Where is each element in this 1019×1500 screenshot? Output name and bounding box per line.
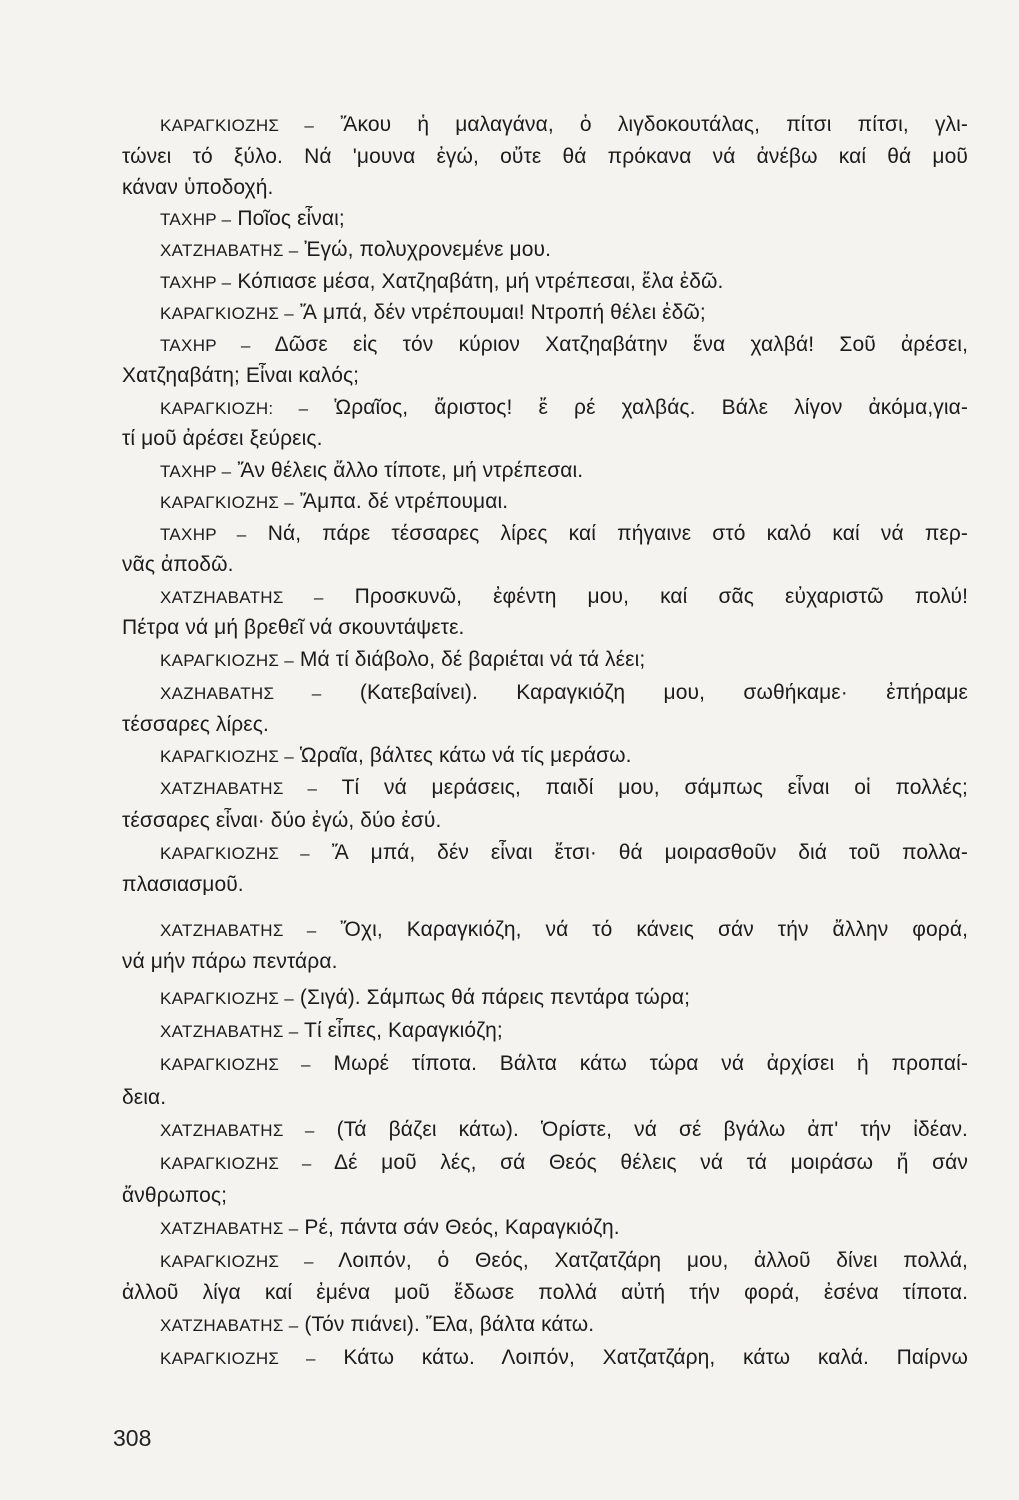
text-line: [160, 1150, 968, 1177]
page-number: 308: [113, 1425, 152, 1451]
text-line: [160, 775, 968, 802]
line-text: Ἄ μπά, δέν εἶναι ἔτσι· θά μοιρασθοῦν διά τοῦ πολλα-: [309, 841, 968, 864]
line-text: Τί νά μεράσεις, παιδί μου, σάμπως εἶναι οἱ πολλές;: [317, 776, 968, 799]
text-line: [122, 552, 968, 578]
text-line: [122, 1085, 968, 1111]
line-text: Ἄμπα. δέ ντρέπουμαι.: [294, 490, 509, 513]
speaker-name: ΚΑΡΑΓΚΙΟΖΗΣ –: [160, 493, 294, 512]
text-line: [160, 112, 968, 139]
speaker-name: ΤΑΧΗΡ –: [160, 336, 251, 355]
speaker-name: ΤΑΧΗΡ –: [160, 462, 232, 481]
line-text: Δῶσε εἰς τόν κύριον Χατζηαβάτην ἕνα χαλβά! Σοῦ ἀρέσει,: [250, 333, 968, 356]
speaker-name: ΤΑΧΗΡ –: [160, 210, 232, 229]
line-text: Χατζηαβάτη; Εἶναι καλός;: [122, 364, 360, 387]
text-line: [160, 395, 968, 422]
line-text: κάναν ὑποδοχή.: [122, 176, 274, 199]
line-text: Λοιπόν, ὁ Θεός, Χατζατζάρη μου, ἀλλοῦ δίνει πολλά,: [313, 1249, 968, 1272]
speaker-name: ΚΑΡΑΓΚΙΟΖΗΣ –: [160, 1154, 312, 1173]
text-line: [160, 1248, 968, 1275]
speaker-name: ΚΑΡΑΓΚΙΟΖΗΣ –: [160, 747, 294, 766]
text-line: [160, 237, 968, 264]
text-line: [160, 1117, 968, 1144]
line-text: Ὡραῖος, ἄριστος! ἔ ρέ χαλβάς. Βάλε λίγον ἀκόμα,για-: [308, 396, 968, 419]
text-line: [160, 917, 968, 944]
text-line: [122, 949, 968, 975]
speaker-name: ΚΑΡΑΓΚΙΟΖΗΣ –: [160, 1349, 316, 1368]
line-text: ἀλλοῦ λίγα καί ἐμένα μοῦ ἔδωσε πολλά αὐτή τήν φορά, ἐσένα τίποτα.: [122, 1281, 968, 1304]
line-text: τί μοῦ ἀρέσει ξεύρεις.: [122, 427, 323, 450]
text-line: [160, 1312, 968, 1339]
text-line: [122, 1280, 968, 1306]
speaker-name: ΤΑΧΗΡ –: [160, 273, 232, 292]
line-text: Ὡραῖα, βάλτες κάτω νά τίς μεράσω.: [294, 744, 632, 767]
text-line: [160, 521, 968, 548]
line-text: Ἄν θέλεις ἄλλο τίποτε, μή ντρέπεσαι.: [231, 459, 584, 482]
line-text: (Τόν πιάνει). Ἔλα, βάλτα κάτω.: [298, 1313, 595, 1336]
speaker-name: ΚΑΡΑΓΚΙΟΖΗΣ –: [160, 1055, 311, 1074]
text-line: [160, 743, 968, 770]
text-line: [160, 489, 968, 516]
speaker-name: ΚΑΡΑΓΚΙΟΖΗ: –: [160, 399, 309, 418]
text-line: [160, 1345, 968, 1372]
speaker-name: ΧΑΤΖΗΑΒΑΤΗΣ –: [160, 1316, 299, 1335]
line-text: Ἐγώ, πολυχρονεμένε μου.: [298, 238, 552, 261]
line-text: Ἄ μπά, δέν ντρέπουμαι! Ντροπή θέλει ἐδῶ;: [294, 301, 706, 324]
line-text: νά μήν πάρω πεντάρα.: [122, 950, 338, 973]
text-line: [122, 808, 968, 834]
line-text: Μωρέ τίποτα. Βάλτα κάτω τώρα νά ἀρχίσει ἡ προπαί-: [310, 1052, 968, 1075]
line-text: τέσσαρες εἶναι· δύο ἐγώ, δύο ἐσύ.: [122, 809, 442, 832]
speaker-name: ΧΑΤΖΗΑΒΑΤΗΣ –: [160, 921, 317, 940]
text-line: [160, 1215, 968, 1242]
speaker-name: ΧΑΤΖΗΑΒΑΤΗΣ –: [160, 1022, 299, 1041]
speaker-name: ΧΑΤΖΗΑΒΑΤΗΣ –: [160, 588, 324, 607]
text-line: [160, 840, 968, 867]
text-line: [122, 363, 968, 389]
line-text: πλασιασμοῦ.: [122, 873, 244, 896]
speaker-name: ΧΑΤΖΗΑΒΑΤΗΣ –: [160, 1219, 299, 1238]
speaker-name: ΚΑΡΑΓΚΙΟΖΗΣ –: [160, 304, 294, 323]
text-line: [160, 458, 968, 485]
line-text: Δέ μοῦ λές, σά Θεός θέλεις νά τά μοιράσω ἤ σάν: [311, 1151, 968, 1174]
line-text: (Τά βάζει κάτω). Ὁρίστε, νά σέ βγάλω ἀπ' τήν ἰδέαν.: [314, 1118, 968, 1141]
text-line: [160, 332, 968, 359]
text-line: [122, 615, 968, 641]
line-text: Ὄχι, Καραγκιόζη, νά τό κάνεις σάν τήν ἄλλην φορά,: [316, 918, 968, 941]
text-line: [122, 872, 968, 898]
line-text: Τί εἶπες, Καραγκιόζη;: [298, 1019, 503, 1042]
line-text: Ρέ, πάντα σάν Θεός, Καραγκιόζη.: [298, 1216, 620, 1239]
line-text: Προσκυνῶ, ἐφέντη μου, καί σᾶς εὐχαριστῶ πολύ!: [323, 585, 968, 608]
speaker-name: ΧΑΖΗΑΒΑΤΗΣ –: [160, 684, 322, 703]
text-line: [160, 680, 968, 707]
line-text: (Κατεβαίνει). Καραγκιόζη μου, σωθήκαμε· ἐπήραμε: [321, 681, 968, 704]
text-line: [160, 584, 968, 611]
speaker-name: ΚΑΡΑΓΚΙΟΖΗΣ –: [160, 844, 310, 863]
line-text: τώνει τό ξύλο. Νά 'μουνα ἐγώ, οὔτε θά πρόκανα νά ἀνέβω καί θά μοῦ: [122, 145, 968, 168]
line-text: ἄνθρωπος;: [122, 1184, 228, 1207]
text-line: [160, 1051, 968, 1078]
speaker-name: ΚΑΡΑΓΚΙΟΖΗΣ –: [160, 1252, 314, 1271]
line-text: νᾶς ἀποδῶ.: [122, 553, 234, 576]
line-text: (Σιγά). Σάμπως θά πάρεις πεντάρα τώρα;: [294, 986, 691, 1009]
line-text: Κόπιασε μέσα, Χατζηαβάτη, μή ντρέπεσαι, ἔλα ἐδῶ.: [231, 270, 724, 293]
speaker-name: ΚΑΡΑΓΚΙΟΖΗΣ –: [160, 116, 315, 135]
speaker-name: ΚΑΡΑΓΚΙΟΖΗΣ –: [160, 651, 294, 670]
speaker-name: ΧΑΤΖΗΑΒΑΤΗΣ –: [160, 241, 299, 260]
line-text: Ποῖος εἶναι;: [231, 207, 345, 230]
text-line: [122, 426, 968, 452]
line-text: Πέτρα νά μή βρεθεῖ νά σκουντάψετε.: [122, 616, 465, 639]
text-line: [122, 1183, 968, 1209]
line-text: Κάτω κάτω. Λοιπόν, Χατζατζάρη, κάτω καλά. Παίρνω: [315, 1346, 968, 1369]
text-line: [160, 1018, 968, 1045]
text-line: [122, 144, 968, 170]
text-line: [160, 269, 968, 296]
line-text: Ἄκου ἡ μαλαγάνα, ὁ λιγδοκουτάλας, πίτσι πίτσι, γλι-: [314, 113, 968, 136]
text-line: [122, 175, 968, 201]
line-text: Μά τί διάβολο, δέ βαριέται νά τά λέει;: [294, 648, 646, 671]
speaker-name: ΤΑΧΗΡ –: [160, 525, 247, 544]
text-line: [160, 985, 968, 1012]
line-text: τέσσαρες λίρες.: [122, 713, 269, 736]
text-line: [160, 206, 968, 233]
text-line: [122, 712, 968, 738]
text-line: [160, 647, 968, 674]
speaker-name: ΧΑΤΖΗΑΒΑΤΗΣ –: [160, 779, 318, 798]
line-text: Νά, πάρε τέσσαρες λίρες καί πήγαινε στό καλό καί νά περ-: [246, 522, 968, 545]
speaker-name: ΚΑΡΑΓΚΙΟΖΗΣ –: [160, 989, 294, 1008]
line-text: δεια.: [122, 1086, 167, 1109]
speaker-name: ΧΑΤΖΗΑΒΑΤΗΣ –: [160, 1121, 315, 1140]
text-line: [160, 300, 968, 327]
